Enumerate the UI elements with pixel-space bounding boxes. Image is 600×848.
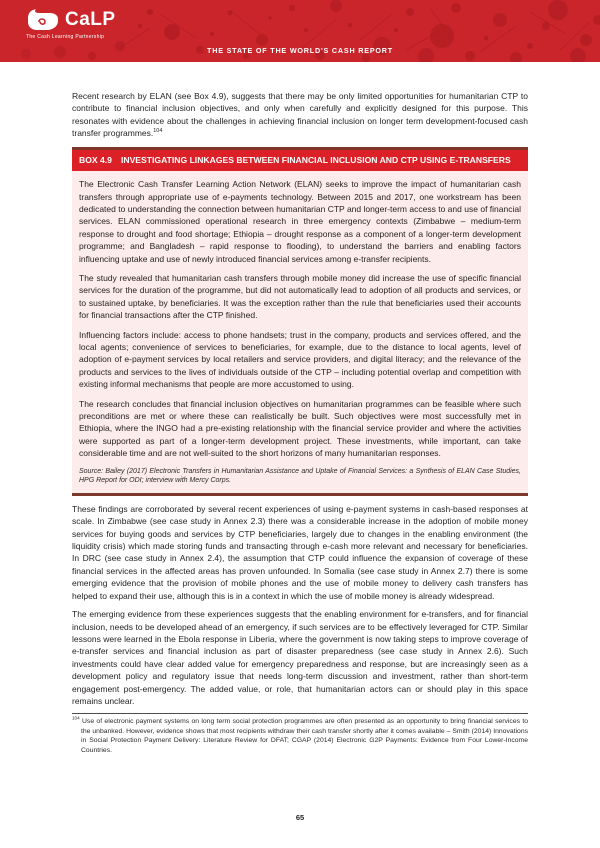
body-paragraph-2: The emerging evidence from these experiences suggests that the enabling environment for e-transfers, and for financial inclusion, needs to be developed ahead of an emergency, if such services are to be effectively leveraged for CTP. Similar lessons were learned in the Ebola response in Liberia, where the government is now taking steps to improve coverage of e-transfer services and financial inclusion as part of disaster preparedness (see case study in Annex 2.6). Such investments could have clear added value for emergency preparedness and response, but are increasingly seen as a development policy and regulatory issue that needs long-term discussion and investment, rather than short-term engagement post-emergency. The added value, or role, that humanitarian actors can or should play in this space remains unclear. (72, 609, 528, 706)
intro-paragraph (72, 90, 528, 140)
report-title: THE STATE OF THE WORLD'S CASH REPORT (207, 46, 393, 55)
footnote (72, 714, 528, 755)
body-paragraph-1: These findings are corroborated by several recent experiences of using e-payment systems in cash-based responses at scale. In Zimbabwe (see case study in Annex 2.3) there was a considerable increase in the adoption of mobile money services for buying goods and services by CTP beneficiaries, largely due to changes in the enabling environment (the liquidity crisis) which made storing funds and transacting through e-cash more relevant and necessary for beneficiaries. In DRC (see case study in Annex 2.4), the assumption that CTP could influence the expansion of coverage of these financial services in the affected areas has proven unfounded. In Somalia (see case study in Annex 2.7) there is some emerging evidence that the provision of mobile phones and the use of mobile money to delivery cash transfers has helped to expand their use, although this is in a context in which the use of mobile money is already widespread. (72, 503, 528, 601)
intro-paragraph-text: Recent research by ELAN (see Box 4.9), suggests that there may be only limited opportunities for humanitarian CTP to contribute to financial inclusion objectives, and only when carefully and explicitly designed for this purpose. This resonates with evidence about the challenges in achieving financial inclusion on longer term development-focused cash transfer programmes. (72, 91, 528, 139)
footnote-block (72, 713, 528, 755)
page-number: 65 (295, 813, 305, 822)
box-header (72, 147, 528, 172)
page-header (0, 0, 600, 62)
box-label: BOX 4.9 (79, 154, 112, 165)
calp-hand-icon (26, 8, 60, 32)
footnote-marker: 104 (72, 716, 80, 722)
box-4-9 (72, 147, 528, 496)
calp-logo (26, 8, 116, 40)
box-paragraph-3: Influencing factors include: access to phone handsets; trust in the company, products and services offered, and the local agents; convenience of services to beneficiaries, for example, due to the distance to local agents, level of adoption of e-payment services by local retailers and service providers, and digital literacy; and the relevance of the products and services to the lives of individuals outside of the CTP – including potential overlap and competition with existing informal mechanisms that people are more accustomed to using. (79, 329, 521, 390)
box-title: INVESTIGATING LINKAGES BETWEEN FINANCIAL INCLUSION AND CTP USING E-TRANSFERS (120, 154, 511, 165)
logo-tagline: The Cash Learning Partnership (26, 34, 105, 40)
page-content (0, 62, 600, 755)
box-paragraph-4: The research concludes that financial inclusion objectives on humanitarian programmes can be feasible where such preconditions are met or where these can realistically be built. Such objectives were most successfully met in Ethiopia, where the INGO had a pre-existing relationship with the financial service provider and where the activities were supported as part of a longer-term development project. These investments, while important, can take considerable time and are not well-suited to the short horizons of many humanitarian responses. (79, 398, 521, 459)
box-source-citation: Source: Bailey (2017) Electronic Transfers in Humanitarian Assistance and Uptake of Financial Services: a Synthesis of ELAN Case Studies, HPG Report for ODI; interview with Mercy Corps. (79, 467, 521, 485)
footnote-text: Use of electronic payment systems on long term social protection programmes are often presented as an opportunity to bring financial services to the unbanked. However, evidence shows that most recipients withdraw their cash transfer shortly after it comes available – Smith (2014) Innovations in Social Protection Payment Delivery: Literature Review for DFAT; CGAP (2014) Electronic G2P Payments: Evidence from Four Lower-Income Countries. (81, 718, 529, 754)
box-paragraph-2: The study revealed that humanitarian cash transfers through mobile money did increase the use of specific financial services for the duration of the programme, but did not automatically lead to adoption of all products and services, or to sustained uptake, by beneficiaries. It was the exception rather than the rule that beneficiaries used their accounts for financial transactions after the CTP finished. (79, 272, 521, 321)
footnote-reference: 104 (153, 128, 163, 135)
box-paragraph-1: The Electronic Cash Transfer Learning Action Network (ELAN) seeks to improve the impact of humanitarian cash transfers through appropriate use of e-payments technology. Between 2015 and 2017, one workstream has been dedicated to understanding the connection between humanitarian CTP and longer-term access to and use of financial services. ELAN commissioned operational research in three emergency contexts (Zimbabwe – medium-term response to drought and food shortage; Ethiopia – drought response as a component of a longer-term development programme; and Bangladesh – rapid response to flooding), to understand the barriers and enabling factors influencing uptake and use of newly introduced financial services among e-transfer recipients. (79, 179, 521, 264)
box-body (72, 171, 528, 496)
logo-name: CaLP (65, 9, 116, 30)
